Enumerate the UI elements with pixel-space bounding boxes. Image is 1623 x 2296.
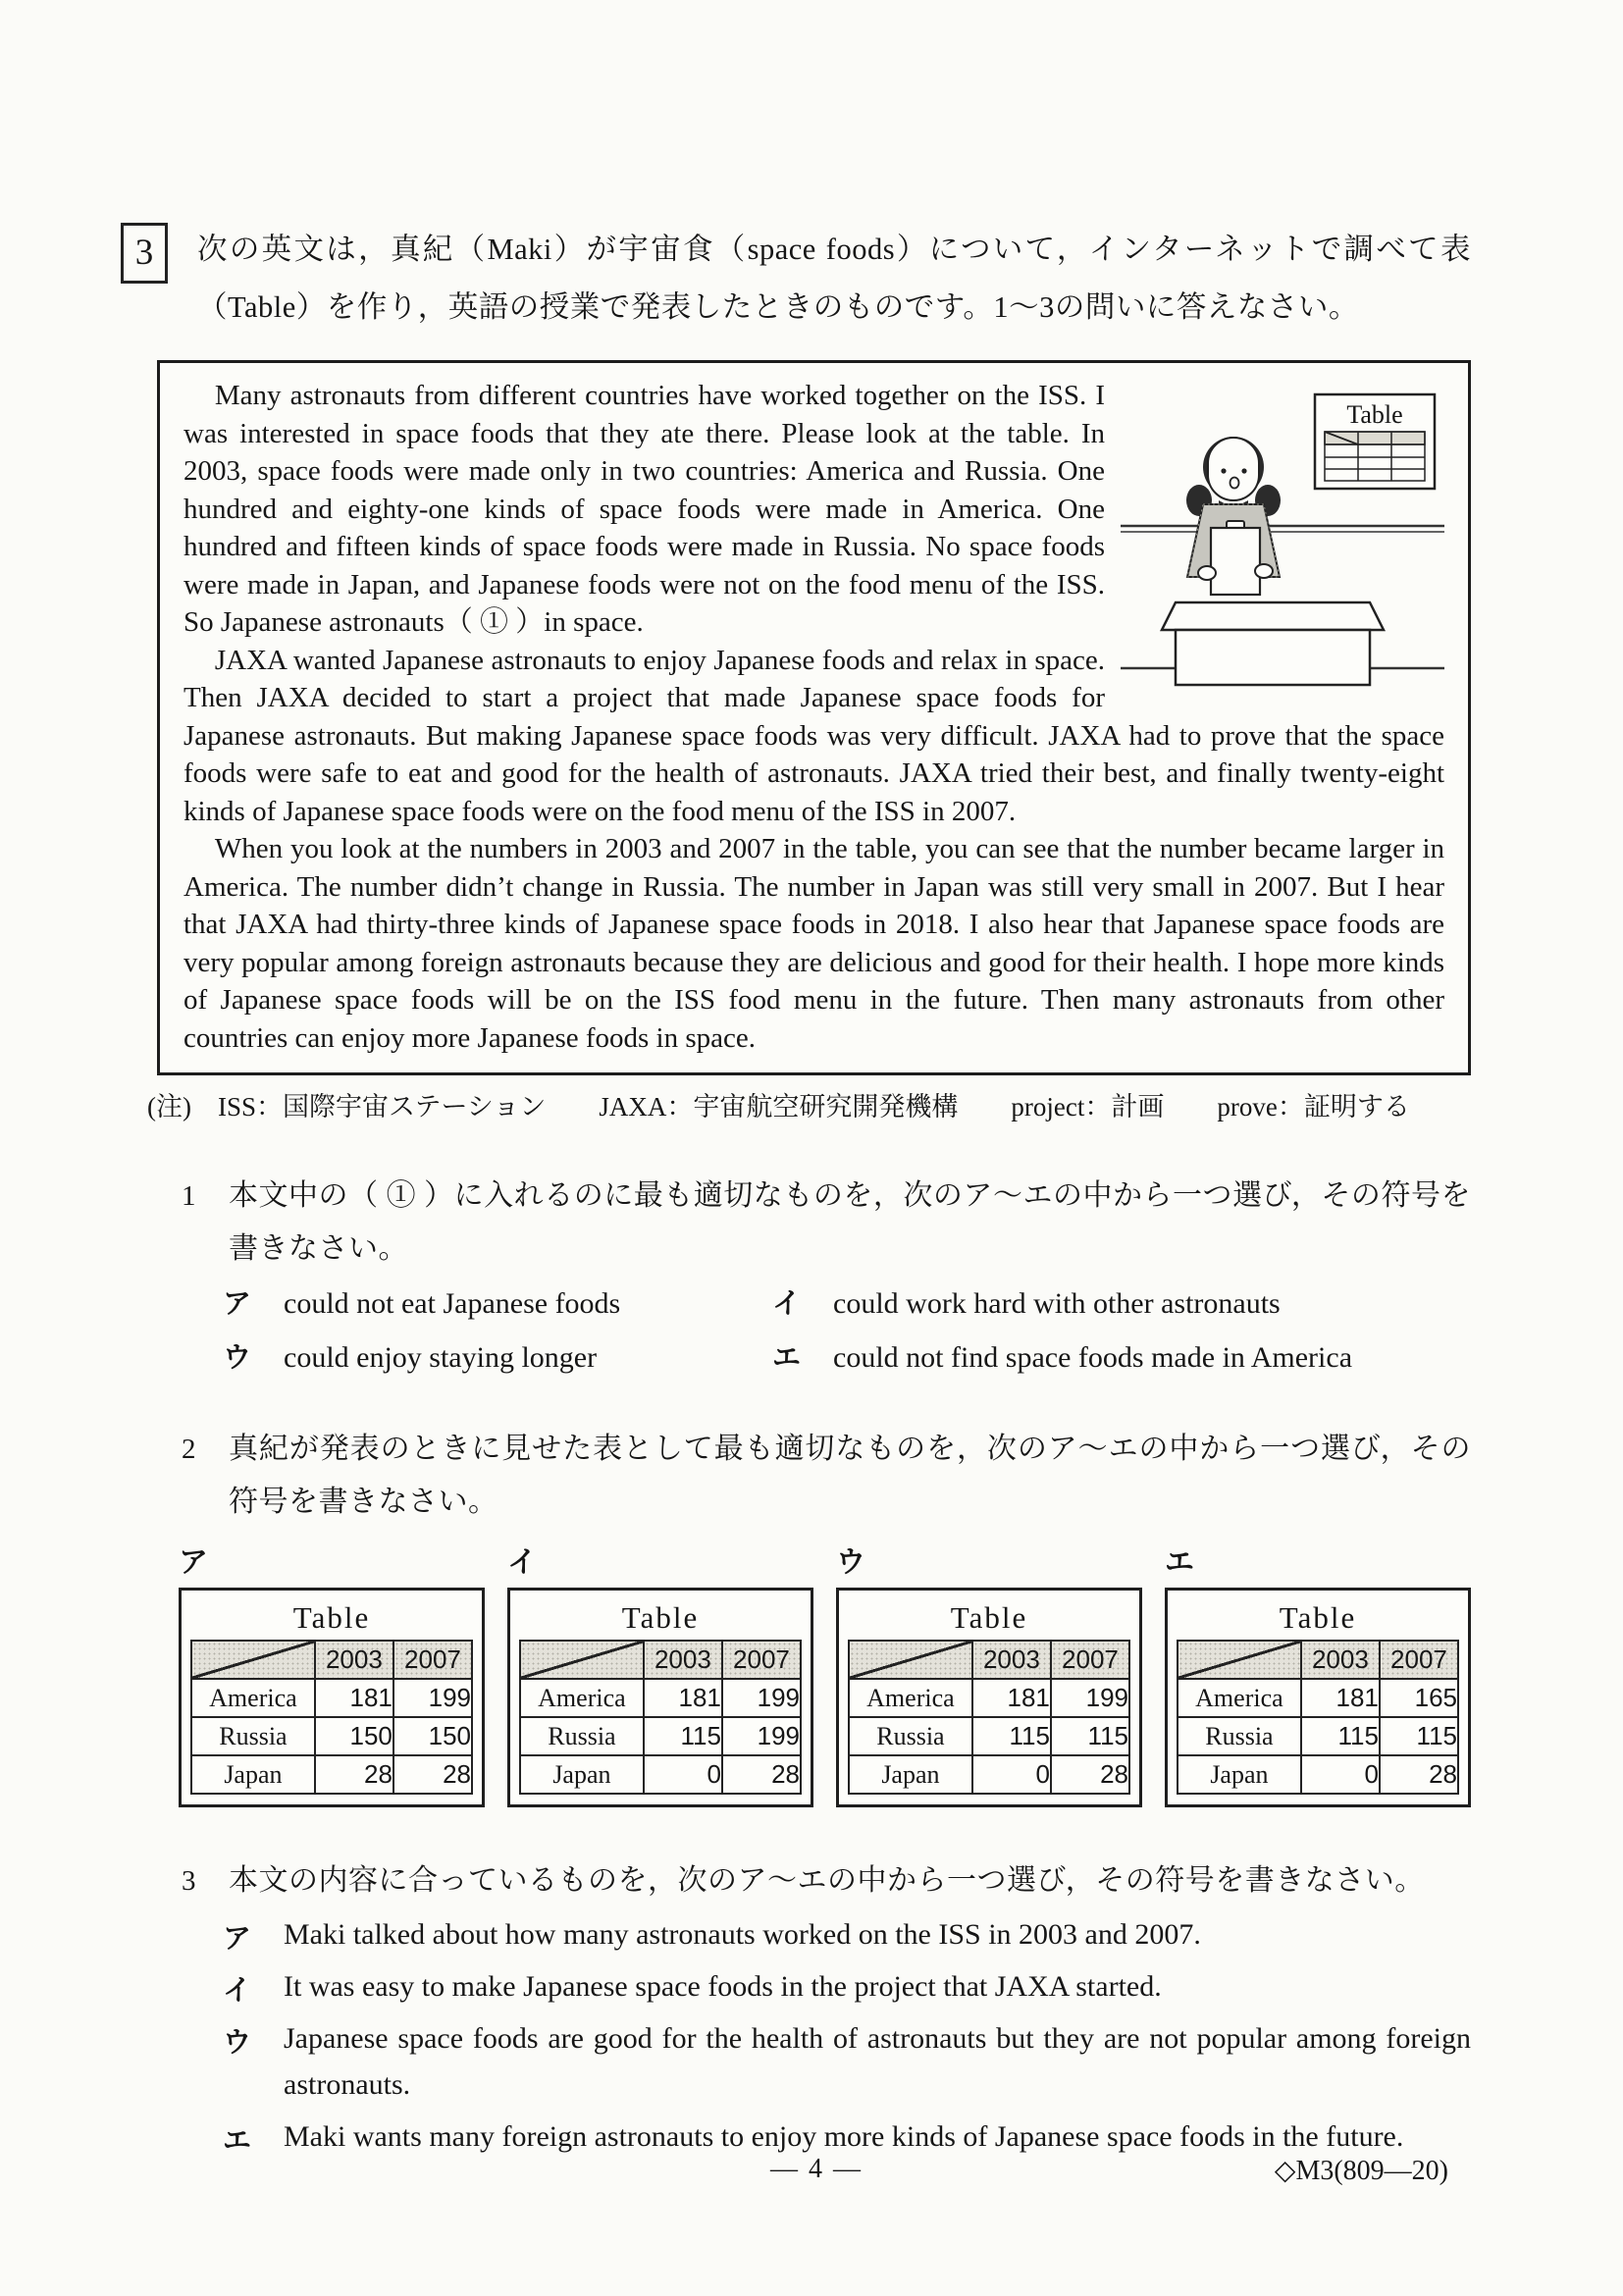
sub-question-3-prompt: 本文の内容に合っているものを，次のア～エの中から一つ選び，その符号を書きなさい。 <box>229 1864 1425 1897</box>
passage-paragraph-1: Many astronauts from different countries have worked together on the ISS. I was interested in space foods that they ate there. Please look at the table. In 2003, space foods were made only in two countries: America and Russia. One hundred and eighty-one kinds of space foods were made in America. One hundred and fifteen kinds of space foods were made in Russia. No space foods were made in Japan, and Japanese foods were not on the food menu of the ISS. So Japanese astronauts（ ① ）in space. <box>183 380 1105 638</box>
option-text: Japanese space foods are good for the health of astronauts but they are not popular among foreign astronauts. <box>284 2022 1471 2101</box>
sub-question-1 <box>182 1170 1471 1380</box>
option-text: could not eat Japanese foods <box>284 1287 621 1320</box>
q3-option-u <box>223 2015 1471 2108</box>
year-header: 2007 <box>1380 1641 1458 1679</box>
country-cell: Russia <box>520 1717 644 1755</box>
value-cell: 115 <box>972 1717 1051 1755</box>
year-header: 2003 <box>972 1641 1051 1679</box>
mini-table-title: Table <box>292 1600 371 1635</box>
q1-option-u <box>223 1335 772 1380</box>
question-header <box>0 0 1623 337</box>
option-text: could work hard with other astronauts <box>833 1287 1281 1320</box>
space-foods-table <box>848 1640 1130 1795</box>
value-cell: 0 <box>1301 1755 1380 1794</box>
country-cell: Russia <box>1178 1717 1301 1755</box>
value-cell: 28 <box>722 1755 801 1794</box>
option-label: ウ <box>223 1342 252 1374</box>
mini-table-box <box>179 1588 485 1807</box>
sub-question-2 <box>182 1423 1471 1529</box>
value-cell: 181 <box>644 1679 722 1717</box>
sub-question-1-prompt: 本文中の（ ① ）に入れるのに最も適切なものを，次のア～エの中から一つ選び，その符号を書きなさい。 <box>229 1179 1471 1265</box>
page-number: — 4 — <box>770 2154 863 2184</box>
year-header: 2003 <box>315 1641 393 1679</box>
option-text: It was easy to make Japanese space foods in the project that JAXA started. <box>284 1970 1162 2003</box>
mini-table-title: Table <box>1279 1600 1357 1635</box>
option-label: ウ <box>223 2027 252 2059</box>
vocabulary-notes: (注) ISS：国際宇宙ステーション JAXA：宇宙航空研究開発機構 project：計画 prove：証明する <box>147 1092 1410 1122</box>
diagonal-header-cell <box>520 1641 644 1679</box>
q2-table-option-a <box>179 1544 485 1807</box>
option-text: could enjoy staying longer <box>284 1341 598 1374</box>
country-cell: Japan <box>191 1755 315 1794</box>
value-cell: 28 <box>315 1755 393 1794</box>
value-cell: 0 <box>972 1755 1051 1794</box>
value-cell: 150 <box>393 1717 472 1755</box>
country-cell: America <box>1178 1679 1301 1717</box>
page-footer <box>157 2154 1476 2193</box>
option-label: ア <box>223 1923 252 1955</box>
year-header: 2007 <box>1051 1641 1129 1679</box>
country-cell: Japan <box>520 1755 644 1794</box>
space-foods-table <box>1177 1640 1459 1795</box>
country-cell: Russia <box>191 1717 315 1755</box>
option-label: ウ <box>836 1546 865 1579</box>
diagonal-header-cell <box>1178 1641 1301 1679</box>
value-cell: 181 <box>315 1679 393 1717</box>
value-cell: 28 <box>1380 1755 1458 1794</box>
q1-option-e <box>772 1335 1471 1380</box>
year-header: 2003 <box>644 1641 722 1679</box>
q1-option-i <box>772 1281 1471 1326</box>
sub-question-3 <box>182 1854 1471 2160</box>
value-cell: 199 <box>1051 1679 1129 1717</box>
sub-question-3-number: 3 <box>182 1865 196 1897</box>
option-text: Maki wants many foreign astronauts to enjoy more kinds of Japanese space foods in the future. <box>284 2120 1404 2153</box>
country-cell: America <box>849 1679 972 1717</box>
mini-table-title: Table <box>621 1600 700 1635</box>
country-cell: Japan <box>1178 1755 1301 1794</box>
option-label: ア <box>223 1288 252 1320</box>
sub-question-2-prompt: 真紀が発表のときに見せた表として最も適切なものを，次のア～エの中から一つ選び，その符号を書きなさい。 <box>229 1433 1471 1518</box>
q3-option-e <box>223 2113 1471 2160</box>
country-cell: Russia <box>849 1717 972 1755</box>
country-cell: Japan <box>849 1755 972 1794</box>
q3-option-i <box>223 1963 1471 2009</box>
presenter-girl <box>1186 437 1281 595</box>
year-header: 2007 <box>393 1641 472 1679</box>
q3-options <box>182 1911 1471 2160</box>
q2-answer-tables <box>179 1544 1471 1807</box>
option-label: イ <box>507 1546 537 1579</box>
value-cell: 181 <box>1301 1679 1380 1717</box>
option-text: Maki talked about how many astronauts worked on the ISS in 2003 and 2007. <box>284 1918 1201 1951</box>
value-cell: 165 <box>1380 1679 1458 1717</box>
value-cell: 115 <box>1301 1717 1380 1755</box>
poster-title: Table <box>1346 400 1403 429</box>
space-foods-table <box>519 1640 802 1795</box>
value-cell: 115 <box>1051 1717 1129 1755</box>
q2-table-option-e <box>1165 1544 1471 1807</box>
mini-table-box <box>1165 1588 1471 1807</box>
passage-box <box>157 360 1471 1075</box>
question-number-box: 3 <box>121 223 168 284</box>
q1-options <box>182 1281 1471 1380</box>
option-text: could not find space foods made in America <box>833 1341 1353 1374</box>
table-poster <box>1315 394 1435 489</box>
mini-table-box <box>836 1588 1142 1807</box>
mini-table-box <box>507 1588 813 1807</box>
option-label: エ <box>223 2125 252 2157</box>
country-cell: America <box>520 1679 644 1717</box>
value-cell: 28 <box>1051 1755 1129 1794</box>
maki-presentation-drawing <box>1121 381 1444 691</box>
diagonal-header-cell <box>849 1641 972 1679</box>
value-cell: 199 <box>393 1679 472 1717</box>
option-label: エ <box>1165 1546 1194 1579</box>
sub-question-2-number: 2 <box>182 1434 196 1465</box>
presenter-illustration <box>1121 381 1444 691</box>
option-label: ア <box>179 1546 208 1579</box>
country-cell: America <box>191 1679 315 1717</box>
passage-paragraph-2: JAXA wanted Japanese astronauts to enjoy Japanese foods and relax in space. Then JAXA decided to start a project that made Japanese space foods for Japanese astronauts. But making Japanese space foods was very difficult. JAXA had to prove that the space foods were safe to eat and good for the health of astronauts. JAXA tried their best, and finally twenty-eight kinds of Japanese space foods were on the food menu of the ISS in 2007. <box>183 644 1444 827</box>
value-cell: 0 <box>644 1755 722 1794</box>
value-cell: 181 <box>972 1679 1051 1717</box>
mini-table-title: Table <box>950 1600 1028 1635</box>
value-cell: 199 <box>722 1717 801 1755</box>
option-label: イ <box>772 1288 802 1320</box>
space-foods-table <box>190 1640 473 1795</box>
year-header: 2007 <box>722 1641 801 1679</box>
value-cell: 115 <box>1380 1717 1458 1755</box>
value-cell: 28 <box>393 1755 472 1794</box>
value-cell: 150 <box>315 1717 393 1755</box>
q1-option-a <box>223 1281 772 1326</box>
sub-question-1-number: 1 <box>182 1180 196 1212</box>
value-cell: 199 <box>722 1679 801 1717</box>
document-code: ◇M3(809—20) <box>1274 2156 1448 2186</box>
year-header: 2003 <box>1301 1641 1380 1679</box>
option-label: エ <box>772 1342 802 1374</box>
presentation-desk <box>1162 602 1384 685</box>
option-label: イ <box>223 1975 252 2007</box>
q3-option-a <box>223 1911 1471 1957</box>
q2-table-option-i <box>507 1544 813 1807</box>
q2-table-option-u <box>836 1544 1142 1807</box>
value-cell: 115 <box>644 1717 722 1755</box>
question-instruction: 次の英文は，真紀（Maki）が宇宙食（space foods）について，インターネットで調べて表（Table）を作り，英語の授業で発表したときのものです。1～3の問いに答えなさい。 <box>197 233 1471 324</box>
passage-paragraph-3: When you look at the numbers in 2003 and 2007 in the table, you can see that the number became larger in America. The number didn’t change in Russia. The number in Japan was still very small in 2007. But I hear that JAXA had thirty-three kinds of Japanese space foods in 2018. I also hear that Japanese space foods are very popular among foreign astronauts because they are delicious and good for their health. I hope more kinds of Japanese space foods will be on the ISS food menu in the future. Then many astronauts from other countries can enjoy more Japanese foods in space. <box>183 833 1444 1054</box>
diagonal-header-cell <box>191 1641 315 1679</box>
